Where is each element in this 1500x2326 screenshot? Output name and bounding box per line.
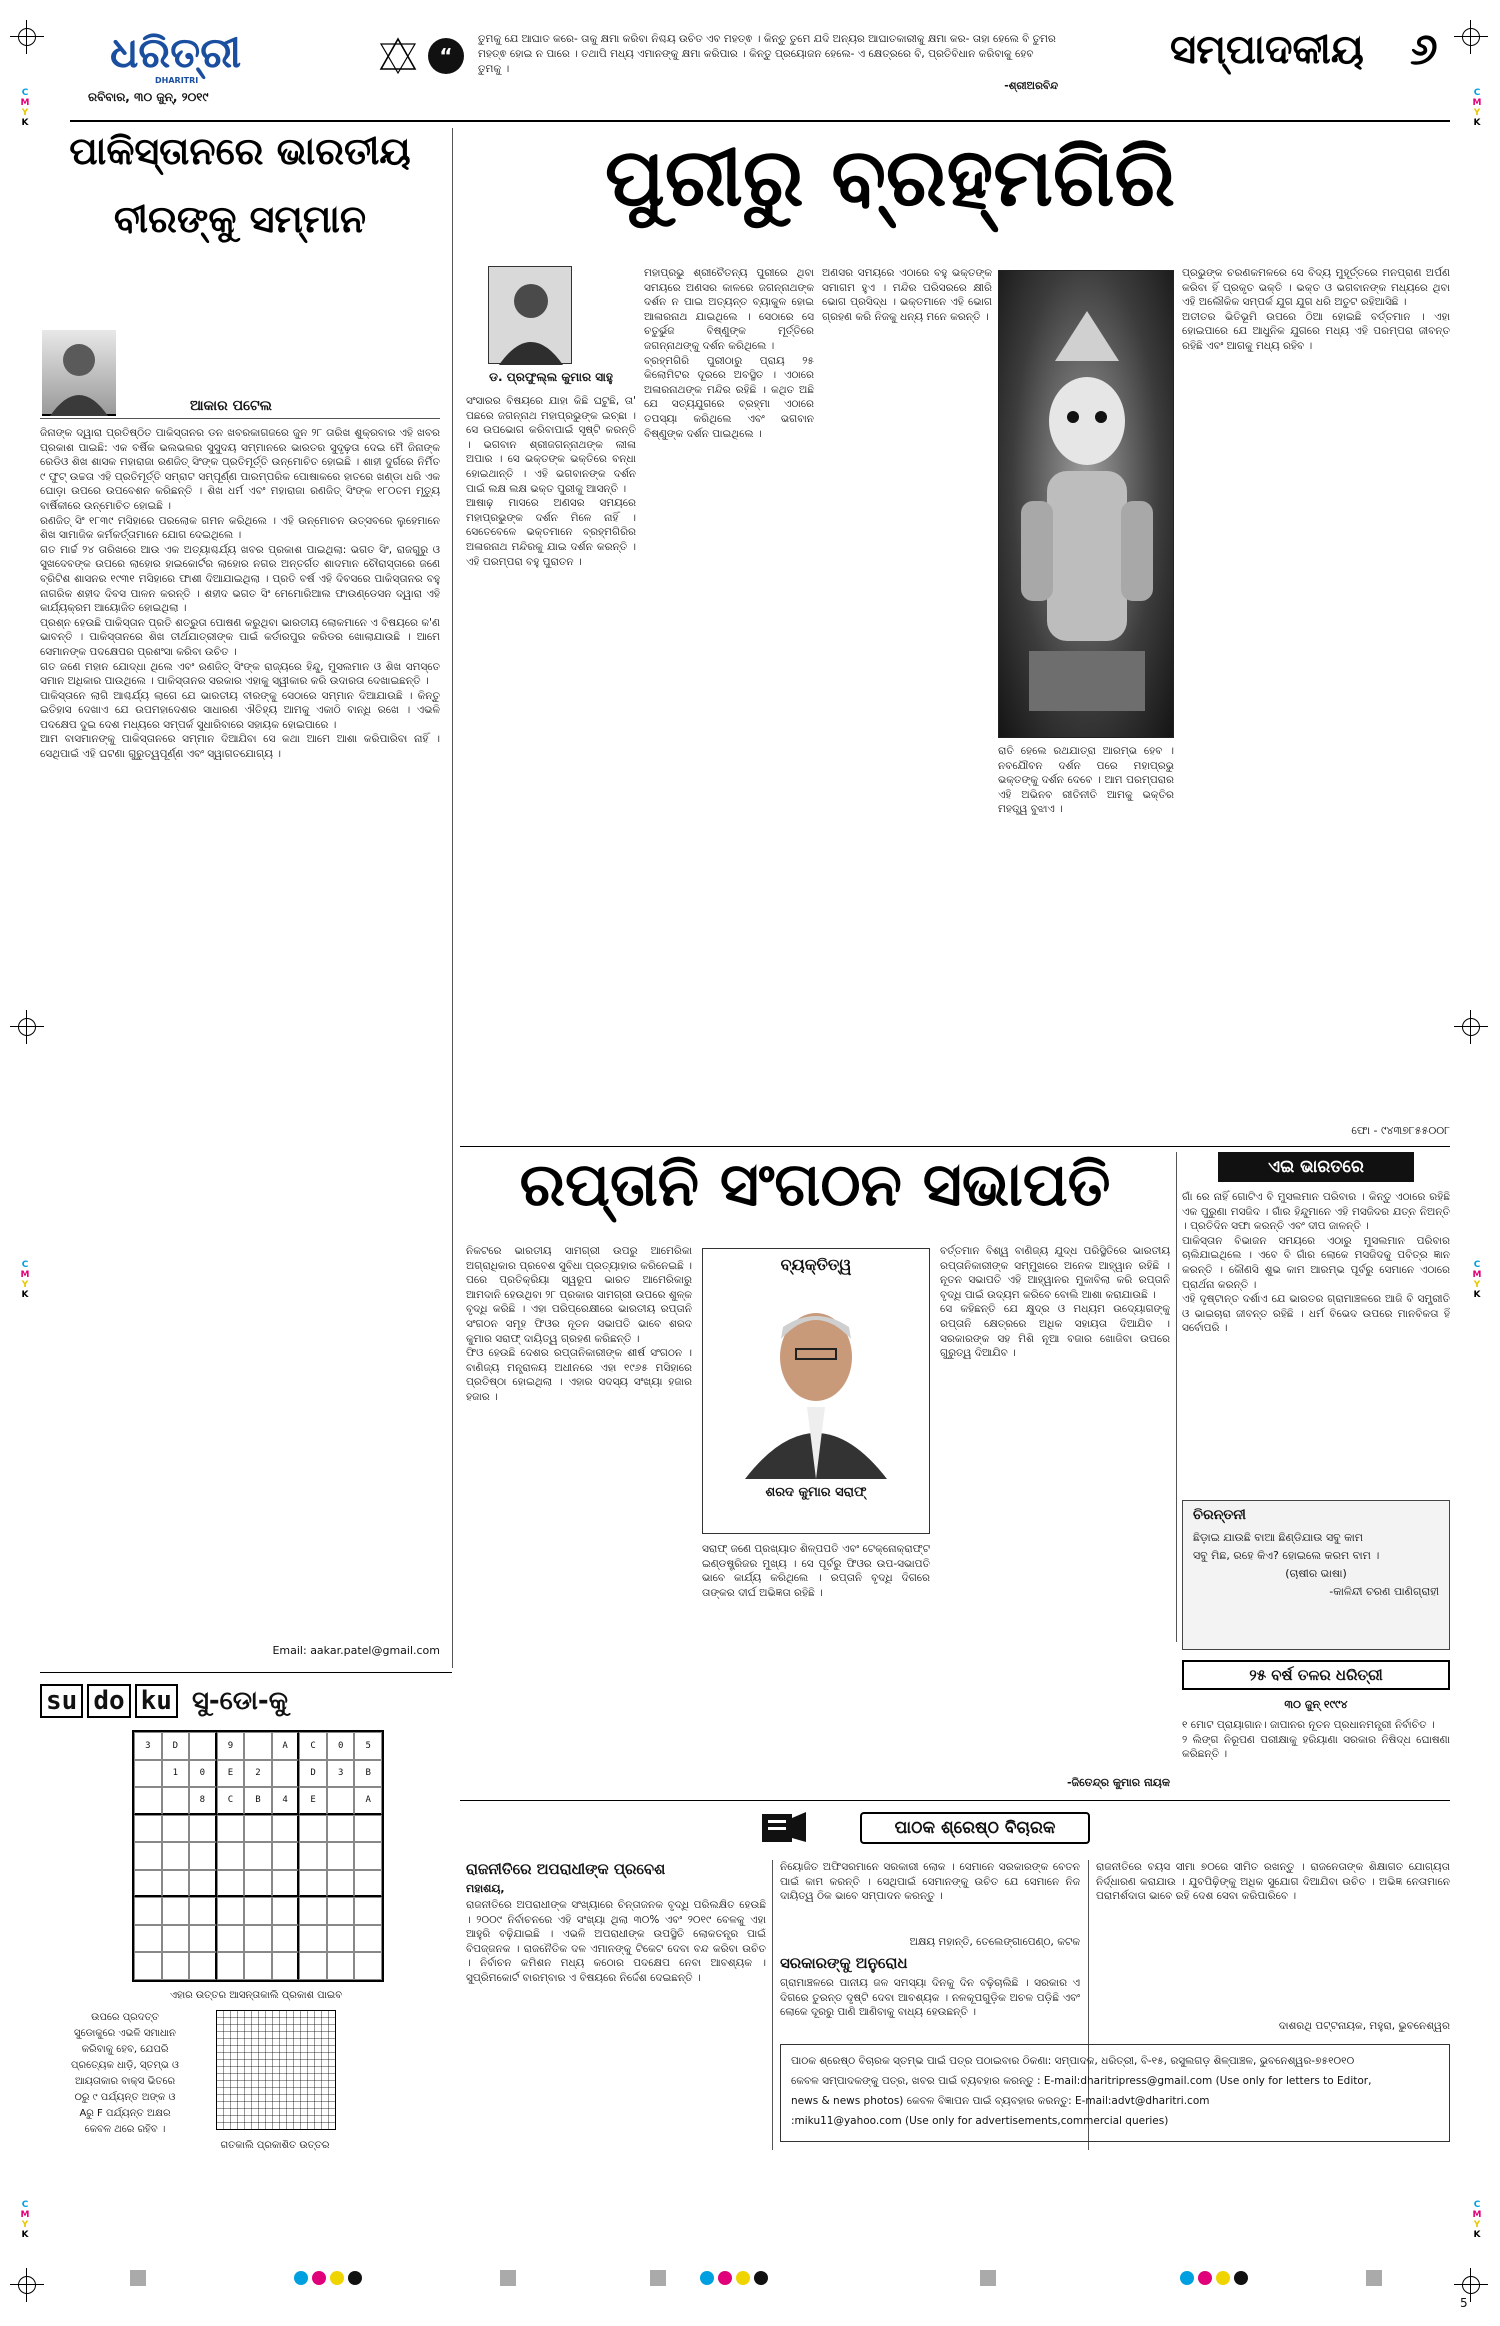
paragraph: ଜିନାଙ୍କ ଦ୍ୱାରା ପ୍ରତିଷ୍ଠିତ ପାକିସ୍ତାନର ଡନ ଖବରକାଗଜରେ ଜୁନ ୨୮ ତାରିଖ ଶୁକ୍ରବାର ଏହି ଖବର ପ୍ରକାଶ ପାଇଛି: ଏକ ବର୍ଷିକ ଭଲଭଲର ସୁସୁଦୟ ସମ୍ମାନରେ ଭାରତର ସୁଦୃଢ଼ତା ଦେଇ ମୈ ଜିନାଙ୍କ ରେଡିଓ ଶିଖ ଶାସକ ମହାରାଜା ରଣଜିତ୍ ସିଂଙ୍କ ପ୍ରତିମୂର୍ତ୍ତି ଉନ୍ମୋଚିତ ହୋଇଛି । ଶାହୀ ଦୁର୍ଗରେ ନିର୍ମିତ ୯ ଫୁଟ୍ ଉଚ୍ଚତା ଏହି ପ୍ରତିମୂର୍ତ୍ତି ସମ୍ରାଟ ସମ୍ପୂର୍ଣ୍ଣ ପାରମ୍ପରିକ ପୋଷାକରେ ହାତରେ ଖଣ୍ଡା ଧରି ଏକ ଘୋଡ଼ା ଉପରେ ଉପବେଶନ କରିଛନ୍ତି । ଶିଖ ଧର୍ମ ଏବଂ ମହାରାଜା ରଣଜିତ୍ ସିଂଙ୍କ ୧୮୦ତମ ମୃତ୍ୟୁ ବାର୍ଷିକୀରେ ଉନ୍ମୋଚିତ ହୋଇଛି ।: [40, 427, 440, 512]
sudoku-cell: [162, 1952, 190, 1980]
chirantani-title: ଚିରନ୍ତନୀ: [1193, 1507, 1246, 1523]
color-swatch: [736, 2271, 750, 2285]
cmyk-mark: C M Y K: [20, 88, 30, 128]
main-article-col-5: [1182, 266, 1450, 826]
years-ago-list: [1182, 1718, 1450, 1794]
chirantani-line: (ଚାଷୀର ଭାଷା): [1285, 1567, 1347, 1580]
cmyk-mark: C M Y K: [20, 1260, 30, 1300]
sudoku-cell: [354, 1842, 382, 1870]
sudoku-cell: [272, 1897, 300, 1925]
paragraph: ସରାଫ୍ ଜଣେ ପ୍ରଖ୍ୟାତ ଶିଳ୍ପପତି ଏବଂ ଟେକ୍ନୋକ୍ରାଫ୍ଟ ଇଣ୍ଡଷ୍ଟ୍ରିଜର ମୁଖ୍ୟ । ସେ ପୂର୍ବରୁ ଫିଓର ଉପ-ସଭାପତି ଭାବେ କାର୍ଯ୍ୟ କରିଥିଲେ । ରପ୍ତାନି ବୃଦ୍ଧି ଦିଗରେ ତାଙ୍କର ଦୀର୍ଘ ଅଭିଜ୍ଞତା ରହିଛି ।: [702, 1543, 930, 1599]
paragraph: ମହାପ୍ରଭୁ ଶ୍ରୀଚୈତନ୍ୟ ପୁରୀରେ ଥିବା ସମୟରେ ଅଣସର କାଳରେ ଜଗନ୍ନାଥଙ୍କ ଦର୍ଶନ ନ ପାଇ ଅତ୍ୟନ୍ତ ବ୍ୟାକୁଳ ହୋଇ ଆଳାରନାଥ ଯାଇଥିଲେ । ସେଠାରେ ସେ ଚତୁର୍ଭୁଜ ବିଷ୍ଣୁଙ୍କ ମୂର୍ତ୍ତିରେ ଜଗନ୍ନାଥଙ୍କୁ ଦର୍ଶନ କରିଥିଲେ ।: [644, 267, 814, 352]
india-column-body: [1182, 1190, 1450, 1490]
main-author-contact: ଫୋ - ୯୪୩୭୮୫୫୦୦୮: [1351, 1124, 1450, 1137]
sudoku-cell: [244, 1925, 272, 1953]
sudoku-cell: [244, 1952, 272, 1980]
letter-body: ରାଜନୀତିରେ ଅପରାଧୀଙ୍କ ସଂଖ୍ୟାରେ ଚିନ୍ତାଜନକ ବୃଦ୍ଧି ପରିଲକ୍ଷିତ ହେଉଛି । ୨୦୦୯ ନିର୍ବାଚନରେ ଏହି ସଂଖ୍ୟା ଥିଲା ୩୦% ଏବଂ ୨୦୧୯ ବେଳକୁ ଏହା ଆହୁରି ବଢ଼ିଯାଇଛି । ଏଭଳି ଅପରାଧୀଙ୍କ ଉପସ୍ଥିତି ଲୋକତନ୍ତ୍ର ପାଇଁ ବିପଜ୍ଜନକ । ରାଜନୈତିକ ଦଳ ଏମାନଙ୍କୁ ଟିକେଟ ଦେବା ବନ୍ଦ କରିବା ଉଚିତ । ନିର୍ବାଚନ କମିଶନ ମଧ୍ୟ କଠୋର ପଦକ୍ଷେପ ନେବା ଆବଶ୍ୟକ । ସୁପ୍ରିମକୋର୍ଟ ବାରମ୍ବାର ଏ ବିଷୟରେ ନିର୍ଦ୍ଦେଶ ଦେଇଛନ୍ତି ।: [466, 1899, 766, 1984]
letter-body: ନିୟୋଜିତ ଅଫିସରମାନେ ସରକାରୀ ଲୋକ । ସେମାନେ ସରକାରଙ୍କ ବେତନ ପାଇଁ କାମ କରନ୍ତି । ସେଥିପାଇଁ ସେମାନଙ୍କୁ ଉଚିତ ଯେ ସେମାନେ ନିଜ ଦାୟିତ୍ୱ ଠିକ ଭାବେ ସମ୍ପାଦନ କରନ୍ତୁ ।: [780, 1861, 1080, 1903]
sudoku-cell: [327, 1842, 355, 1870]
export-byline: -ଜିତେନ୍ଦ୍ର କୁମାର ନାୟକ: [1066, 1776, 1170, 1789]
address-line: କେବଳ ସମ୍ପାଦକଙ୍କୁ ପତ୍ର, ଖବର ପାଇଁ ବ୍ୟବହାର କରନ୍ତୁ : E-mail:dharitripress@gmail.com (Use only for letters to Editor,: [791, 2075, 1372, 2087]
sudoku-cell: [217, 1842, 245, 1870]
sudoku-cell: [134, 1787, 162, 1815]
sudoku-caption: ଏହାର ଉତ୍ତର ଆସନ୍ତାକାଲି ପ୍ରକାଶ ପାଇବ: [169, 1990, 343, 2001]
sudoku-solution-caption: ଗତକାଲି ପ୍ରକାଶିତ ଉତ୍ତର: [220, 2140, 330, 2151]
color-swatch: [1180, 2271, 1194, 2285]
cmyk-mark: C M Y K: [1472, 1260, 1482, 1300]
cmyk-mark: C M Y K: [20, 2200, 30, 2240]
masthead-emblem-icon: [378, 36, 418, 76]
sudoku-cell: [244, 1842, 272, 1870]
sudoku-cell: 0: [189, 1760, 217, 1788]
letter-body: ରାଜନୀତିରେ ବୟସ ସୀମା ୭୦ରେ ସୀମିତ ରଖନ୍ତୁ । ରାଜନେତାଙ୍କ ଶିକ୍ଷାଗତ ଯୋଗ୍ୟତା ନିର୍ଦ୍ଧାରଣ କରାଯାଉ । ଯୁବପିଢ଼ିଙ୍କୁ ଅଧିକ ସୁଯୋଗ ଦିଆଯିବା ଉଚିତ । ଅଭିଜ୍ଞ ନେତାମାନେ ପରାମର୍ଶଦାତା ଭାବେ ରହି ଦେଶ ସେବା କରିପାରିବେ ।: [1096, 1861, 1450, 1903]
sudoku-cell: 1: [162, 1760, 190, 1788]
newspaper-logo: ଧରିତ୍ରୀ: [110, 28, 242, 77]
sudoku-cell: [327, 1952, 355, 1980]
paragraph: ସଂସାରର ବିଷୟରେ ଯାହା କିଛି ଘଟୁଛି, ତା' ପଛରେ ଜଗନ୍ନାଥ ମହାପ୍ରଭୁଙ୍କ ଇଚ୍ଛା । ସେ ଉପଭୋଗ କରିବାପାଇଁ ସୃଷ୍ଟି କରନ୍ତି । ଭଗବାନ ଶ୍ରୀଜଗନ୍ନାଥଙ୍କ ଲୀଳା ଅପାର । ସେ ଭକ୍ତଙ୍କ ଭକ୍ତିରେ ବନ୍ଧା ହୋଇଥାନ୍ତି । ଏହି ଭଗବାନଙ୍କ ଦର୍ଶନ ପାଇଁ ଲକ୍ଷ ଲକ୍ଷ ଭକ୍ତ ପୁରୀକୁ ଆସନ୍ତି ।: [466, 395, 636, 495]
person-photo: [741, 1283, 891, 1479]
main-article-col-3: [822, 266, 992, 1139]
letter-title: ସରକାରଙ୍କୁ ଅନୁରୋଧ: [780, 1954, 908, 1972]
main-author: ଡ. ପ୍ରଫୁଲ୍ଲ କୁମାର ସାହୁ: [489, 370, 613, 384]
newspaper-logo-sub: DHARITRI: [155, 76, 199, 85]
paragraph: ଆମ ବାସମାନଙ୍କୁ ପାକିସ୍ତାନରେ ସମ୍ମାନ ଦିଆଯିବା ସେ କଥା ଆମେ ଆଶା କରିପାରିବା ନାହିଁ । ସେଥିପାଇଁ ଏହି ଘଟଣା ଗୁରୁତ୍ୱପୂର୍ଣ୍ଣ ଏବଂ ସ୍ୱାଗତଯୋଗ୍ୟ ।: [40, 733, 440, 761]
column-rule: [452, 128, 453, 1668]
sudoku-cell: [272, 1815, 300, 1843]
sudoku-cell: [299, 1870, 327, 1898]
sudoku-cell: C: [299, 1732, 327, 1760]
color-swatch: [700, 2271, 714, 2285]
color-swatch: [718, 2271, 732, 2285]
export-article-col-1: [466, 1244, 692, 1788]
sudoku-cell: 0: [327, 1732, 355, 1760]
sudoku-cell: [134, 1842, 162, 1870]
paragraph: ଅତୀତର ଭିତିଭୂମି ଉପରେ ଠିଆ ହୋଇଛି ବର୍ତ୍ତମାନ । ଏହା ହୋଇପାରେ ଯେ ଆଧୁନିକ ଯୁଗରେ ମଧ୍ୟ ଏହି ପରମ୍ପରା ଜୀବନ୍ତ ରହିଛି ଏବଂ ଆଗକୁ ମଧ୍ୟ ରହିବ ।: [1182, 310, 1450, 352]
main-article-col-4: [998, 744, 1174, 1139]
sudoku-cell: [134, 1760, 162, 1788]
sudoku-grid: [132, 1730, 384, 1982]
sudoku-cell: [327, 1815, 355, 1843]
color-swatch: [1198, 2271, 1212, 2285]
paragraph: ଫିଓ ହେଉଛି ଦେଶର ରପ୍ତାନିକାରୀଙ୍କ ଶୀର୍ଷ ସଂଗଠନ । ବାଣିଜ୍ୟ ମନ୍ତ୍ରାଳୟ ଅଧୀନରେ ଏହା ୧୯୬୫ ମସିହାରେ ପ୍ରତିଷ୍ଠା ହୋଇଥିଲା । ଏହାର ସଦସ୍ୟ ସଂଖ୍ୟା ହଜାର ହଜାର ।: [466, 1347, 692, 1403]
sudoku-cell: [217, 1870, 245, 1898]
readers-address-box: [780, 2044, 1450, 2142]
paragraph: ନିକଟରେ ଭାରତୀୟ ସାମଗ୍ରୀ ଉପରୁ ଆମେରିକା ଅଗ୍ରାଧିକାର ପ୍ରବେଶ ସୁବିଧା ପ୍ରତ୍ୟାହାର କରିନେଇଛି । ପରେ ପ୍ରତିକ୍ରିୟା ସ୍ୱରୂପ ଭାରତ ଆମେରିକାରୁ ଆମଦାନି ହେଉଥିବା ୨୮ ପ୍ରକାର ସାମଗ୍ରୀ ଉପରେ ଶୁଳ୍କ ବୃଦ୍ଧି କରିଛି । ଏହା ପରିପ୍ରେକ୍ଷୀରେ ଭାରତୀୟ ରପ୍ତାନି ସଂଗଠନ ସମୂହ ଫିଓର ନୂତନ ସଭାପତି ଭାବେ ଶରଦ କୁମାର ସରାଫ୍ ଦାୟିତ୍ୱ ଗ୍ରହଣ କରିଛନ୍ତି ।: [466, 1245, 692, 1345]
paragraph: ପ୍ରଭୁଙ୍କ ଚରଣକମଳରେ ସେ ବିଦ୍ୟ ମୁହୂର୍ତ୍ତରେ ମନପ୍ରାଣ ଅର୍ପଣ କରିବା ହିଁ ପ୍ରକୃତ ଭକ୍ତି । ଭକ୍ତ ଓ ଭଗବାନଙ୍କ ମଧ୍ୟରେ ଥିବା ଏହି ଅଲୌକିକ ସମ୍ପର୍କ ଯୁଗ ଯୁଗ ଧରି ଅତୁଟ ରହିଆସିଛି ।: [1182, 267, 1450, 309]
chirantani-author: -କାଳିନ୍ଦୀ ଚରଣ ପାଣିଗ୍ରାହୀ: [1329, 1585, 1439, 1598]
crop-mark: [10, 2268, 44, 2302]
color-bar-gray: [980, 2270, 996, 2286]
masthead-quote: ତୁମକୁ ଯେ ଆଘାତ କରେ- ତାକୁ କ୍ଷମା କରିବା ନିଶ୍ଚୟ ଉଚିତ ଏବ ମହତ୍ଵ । କିନ୍ତୁ ତୁମେ ଯଦି ଅନ୍ୟର ଆଘାତକାରୀକୁ କ୍ଷମା କର- ତାହା ହେଲେ ବି ତୁମର ମହତ୍ଵ ହୋଇ ନ ପାରେ । ତଥାପି ମଧ୍ୟ ଏମାନଙ୍କୁ କ୍ଷମା କରିପାର । କିନ୍ତୁ ପ୍ରୟୋଜନ ହେଲେ- ଏ କ୍ଷେତ୍ରରେ ବି, ପ୍ରତିବିଧାନ କରିବାକୁ ହେବ ତୁମକୁ ।: [478, 33, 1056, 75]
sudoku-cell: 5: [354, 1732, 382, 1760]
sudoku-cell: [272, 1760, 300, 1788]
sudoku-cell: [327, 1925, 355, 1953]
author-photo: [42, 330, 116, 416]
color-swatch: [1234, 2271, 1248, 2285]
sudoku-cell: [217, 1897, 245, 1925]
main-article-col-1: [466, 394, 636, 1139]
column-rule: [1176, 1152, 1177, 1642]
color-bar-gray: [130, 2270, 146, 2286]
sudoku-cell: [134, 1925, 162, 1953]
sudoku-title-odia: ସୁ-ଡୋ-କୁ: [191, 1685, 288, 1716]
sudoku-cell: [189, 1952, 217, 1980]
sudoku-top-rule: [40, 1672, 452, 1673]
person-caption: ଶରଦ କୁମାର ସରାଫ୍: [765, 1485, 867, 1500]
sudoku-cell: [189, 1815, 217, 1843]
paragraph: ପ୍ରଶ୍ନ ହେଉଛି ପାକିସ୍ତାନ ପ୍ରତି ଶତ୍ରୁତା ପୋଷଣ କରୁଥିବା ଭାରତୀୟ ଲୋକମାନେ ଏ ବିଷୟରେ କ'ଣ ଭାବନ୍ତି । ପାକିସ୍ତାନରେ ଶିଖ ତୀର୍ଥଯାତ୍ରୀଙ୍କ ପାଇଁ କର୍ତାରପୁର କରିଡର ଖୋଲାଯାଉଛି । ଆମେ ସେମାନଙ୍କ ପଦକ୍ଷେପର ପ୍ରଶଂସା କରିବା ଉଚିତ ।: [40, 616, 440, 658]
color-swatch: [330, 2271, 344, 2285]
sudoku-cell: [327, 1870, 355, 1898]
sudoku-cell: 8: [189, 1787, 217, 1815]
sudoku-cell: 4: [272, 1787, 300, 1815]
sudoku-cell: [217, 1925, 245, 1953]
sudoku-cell: B: [354, 1760, 382, 1788]
sudoku-cell: B: [244, 1787, 272, 1815]
sudoku-cell: [162, 1842, 190, 1870]
address-line: :miku11@yahoo.com (Use only for advertisements,commercial queries): [791, 2115, 1169, 2127]
crop-mark: [1454, 1010, 1488, 1044]
sudoku-cell: [162, 1815, 190, 1843]
sudoku-title-part: su: [40, 1684, 83, 1718]
sudoku-cell: 9: [217, 1732, 245, 1760]
sudoku-cell: [244, 1732, 272, 1760]
chirantani-line: ଛିଡ଼ାଇ ଯାଉଛି ବାଆ ଛିଣ୍ଡିଯାଉ ସବୁ କାମ: [1193, 1531, 1363, 1544]
sudoku-cell: [217, 1815, 245, 1843]
sudoku-cell: [134, 1815, 162, 1843]
readers-header: ପାଠକ ଶ୍ରେଷ୍ଠ ବିଚାରକ: [860, 1812, 1090, 1844]
sudoku-cell: [162, 1787, 190, 1815]
sudoku-cell: [244, 1897, 272, 1925]
main-author-photo: [488, 266, 572, 364]
sudoku-cell: A: [272, 1732, 300, 1760]
sudoku-cell: [162, 1925, 190, 1953]
color-swatch: [754, 2271, 768, 2285]
readers-top-rule: [460, 1800, 1450, 1801]
address-line: ପାଠକ ଶ୍ରେଷ୍ଠ ବିଚାରକ ସ୍ତମ୍ଭ ପାଇଁ ପତ୍ର ପଠାଇବାର ଠିକଣା: ସମ୍ପାଦକ, ଧରିତ୍ରୀ, ବି-୧୫, ରସୁଲଗଡ଼ ଶିଳ୍ପାଞ୍ଚଳ, ଭୁବନେଶ୍ୱର-୭୫୧୦୧୦: [791, 2055, 1355, 2067]
sudoku-cell: 3: [327, 1760, 355, 1788]
sudoku-cell: E: [217, 1760, 245, 1788]
years-ago-date: ୩୦ ଜୁନ୍ ୧୯୯୪: [1284, 1698, 1348, 1711]
sudoku-cell: [272, 1870, 300, 1898]
color-bar-gray: [500, 2270, 516, 2286]
sudoku-cell: C: [217, 1787, 245, 1815]
left-headline-2: ବୀରଙ୍କୁ ସମ୍ମାନ: [113, 196, 367, 241]
list-item: ୨ ଲିଙ୍ଗ ନିରୂପଣ ପରୀକ୍ଷାକୁ ହରିୟାଣା ସରକାର ନିଷିଦ୍ଧ ଘୋଷଣା କରିଛନ୍ତି ।: [1182, 1733, 1450, 1761]
sudoku-solution-grid: [216, 2010, 336, 2130]
sudoku-cell: [354, 1815, 382, 1843]
masthead: [60, 22, 1460, 122]
cmyk-mark: C M Y K: [1472, 2200, 1482, 2240]
paragraph: ପାକିସ୍ତାନେ ଲାଗି ଆଶ୍ଚର୍ଯ୍ୟ ଲାଗେ ଯେ ଭାରତୀୟ ବୀରଙ୍କୁ ସେଠାରେ ସମ୍ମାନ ଦିଆଯାଉଛି । କିନ୍ତୁ ଇତିହାସ ଦେଖାଏ ଯେ ଉପମହାଦେଶର ସାଧାରଣ ଐତିହ୍ୟ ଆମକୁ ଏକାଠି ବାନ୍ଧି ରଖେ । ଏଭଳି ପଦକ୍ଷେପ ଦୁଇ ଦେଶ ମଧ୍ୟରେ ସମ୍ପର୍କ ସୁଧାରିବାରେ ସହାୟକ ହୋଇପାରେ ।: [40, 689, 440, 731]
export-article-col-3: [940, 1244, 1170, 1770]
issue-date: ରବିବାର, ୩୦ ଜୁନ୍, ୨୦୧୯: [88, 90, 209, 104]
readers-icon: [760, 1808, 808, 1848]
india-column-header: ଏଇ ଭାରତରେ: [1218, 1152, 1414, 1182]
color-swatch: [348, 2271, 362, 2285]
paragraph: ଆଷାଢ଼ ମାସରେ ଅଣସର ସମୟରେ ମହାପ୍ରଭୁଙ୍କ ଦର୍ଶନ ମିଳେ ନାହିଁ । ସେତେବେଳେ ଭକ୍ତମାନେ ବ୍ରହ୍ମଗିରିର ଅଳାରନାଥ ମନ୍ଦିରକୁ ଯାଇ ଦର୍ଶନ କରନ୍ତି । ଏହି ପରମ୍ପରା ବହୁ ପୁରାତନ ।: [466, 497, 636, 568]
personality-box-title: ବ୍ୟକ୍ତିତ୍ୱ: [780, 1255, 852, 1274]
sudoku-cell: [162, 1897, 190, 1925]
cmyk-mark: C M Y K: [1472, 88, 1482, 128]
left-article-body: [40, 426, 440, 1638]
sudoku-cell: 3: [134, 1732, 162, 1760]
main-article-col-2: [644, 266, 814, 1139]
page-number: ୬: [1410, 24, 1438, 75]
sudoku-cell: [189, 1870, 217, 1898]
sudoku-rules: ଉପରେ ପ୍ରଦତ୍ତ ସୁଡୋକୁରେ ଏଭଳି ସମାଧାନ କରିବାକୁ ହେବ, ଯେପରି ପ୍ରତ୍ୟେକ ଧାଡ଼ି, ସ୍ତମ୍ଭ ଓ ଆୟତାକାର ବାକ୍ସ ଭିତରେ ୦ରୁ ୯ ପର୍ଯ୍ୟନ୍ତ ଅଙ୍କ ଓ Aରୁ F ପର୍ଯ୍ୟନ୍ତ ଅକ୍ଷର କେବଳ ଥରେ ରହିବ ।: [71, 2012, 179, 2135]
masthead-rule: [70, 120, 1450, 122]
letter-signature: ଦାଶରଥି ପଟ୍ଟନାୟକ, ମହୁରା, ଭୁବନେଶ୍ୱର: [1278, 2020, 1450, 2032]
sudoku-cell: [134, 1897, 162, 1925]
sudoku-cell: [327, 1787, 355, 1815]
paragraph: ଅଣସର ସମୟରେ ଏଠାରେ ବହୁ ଭକ୍ତଙ୍କ ସମାଗମ ହୁଏ । ମନ୍ଦିର ପରିସରରେ କ୍ଷୀରି ଭୋଗ ପ୍ରସିଦ୍ଧ । ଭକ୍ତମାନେ ଏହି ଭୋଗ ଗ୍ରହଣ କରି ନିଜକୁ ଧନ୍ୟ ମନେ କରନ୍ତି ।: [822, 267, 992, 323]
paragraph: ସେ କହିଛନ୍ତି ଯେ କ୍ଷୁଦ୍ର ଓ ମଧ୍ୟମ ଉଦ୍ୟୋଗଙ୍କୁ ରପ୍ତାନି କ୍ଷେତ୍ରରେ ଅଧିକ ସହାୟତା ଦିଆଯିବ । ସରକାରଙ୍କ ସହ ମିଶି ନୂଆ ବଜାର ଖୋଜିବା ଉପରେ ଗୁରୁତ୍ୱ ଦିଆଯିବ ।: [940, 1303, 1170, 1360]
left-author-email: Email: aakar.patel@gmail.com: [272, 1644, 440, 1657]
color-swatch: [1216, 2271, 1230, 2285]
sudoku-cell: [244, 1815, 272, 1843]
sudoku-title-part: ku: [135, 1684, 178, 1718]
sudoku-cell: [272, 1925, 300, 1953]
masthead-quote-icon: “: [428, 38, 464, 74]
chirantani-line: ସବୁ ମିଛ, ରହେ କିଏ? ହୋଇଲେ କରମ ବାମ ।: [1193, 1549, 1380, 1562]
sudoku-cell: [189, 1732, 217, 1760]
letter-salutation: ମହାଶୟ,: [466, 1882, 505, 1895]
sudoku-cell: [299, 1925, 327, 1953]
sudoku-cell: [299, 1897, 327, 1925]
crop-mark: [10, 20, 44, 54]
sudoku-cell: [134, 1952, 162, 1980]
sudoku-cell: [162, 1870, 190, 1898]
main-headline: ପୁରୀରୁ ବ୍ରହ୍ମଗିରି: [604, 130, 1176, 224]
sudoku-cell: [272, 1842, 300, 1870]
sudoku-cell: A: [354, 1787, 382, 1815]
letter-signature: ଅକ୍ଷୟ ମହାନ୍ତି, ତେଲେଙ୍ଗାପେଣ୍ଠ, କଟକ: [909, 1936, 1080, 1948]
paragraph: ଏହି ଦୃଷ୍ଟାନ୍ତ ଦର୍ଶାଏ ଯେ ଭାରତର ଗ୍ରାମାଞ୍ଚଳରେ ଆଜି ବି ସମ୍ପ୍ରୀତି ଓ ଭାଇଚାରା ଜୀବନ୍ତ ରହିଛି । ଧର୍ମ ବିଭେଦ ଉପରେ ମାନବିକତା ହିଁ ସର୍ବୋପରି ।: [1182, 1293, 1450, 1335]
personality-box: [702, 1248, 930, 1534]
sudoku-cell: 2: [244, 1760, 272, 1788]
export-headline: ରପ୍ତାନି ସଂଗଠନ ସଭାପତି: [519, 1150, 1111, 1220]
sudoku-cell: [189, 1925, 217, 1953]
paragraph: ପାକିସ୍ତାନ ବିଭାଜନ ସମୟରେ ଏଠାରୁ ମୁସଲମାନ ପରିବାର ଚାଲିଯାଇଥିଲେ । ଏବେ ବି ଗାଁର ଲୋକେ ମସଜିଦକୁ ପବିତ୍ର ଜ୍ଞାନ କରନ୍ତି । କୌଣସି ଶୁଭ କାମ ଆରମ୍ଭ ପୂର୍ବରୁ ସେମାନେ ଏଠାରେ ପ୍ରାର୍ଥନା କରନ୍ତି ।: [1182, 1234, 1450, 1291]
sudoku-cell: [134, 1870, 162, 1898]
sudoku-cell: [272, 1952, 300, 1980]
sudoku-cell: [244, 1870, 272, 1898]
left-author: ଆକାର ପଟେଲ: [190, 398, 272, 414]
sudoku-cell: [354, 1870, 382, 1898]
sudoku-cell: D: [299, 1760, 327, 1788]
main-article-bottom-rule: [460, 1146, 1450, 1147]
address-line: news & news photos) କେବଳ ବିଜ୍ଞାପନ ପାଇଁ ବ୍ୟବହାର କରନ୍ତୁ: E-mail:advt@dharitri.com: [791, 2095, 1210, 2107]
footer-page-number: 5: [1460, 2296, 1468, 2310]
sudoku-cell: [354, 1897, 382, 1925]
color-swatch: [294, 2271, 308, 2285]
paragraph: ରଣଜିତ୍ ସିଂ ୧୮୩୯ ମସିହାରେ ପରଲୋକ ଗମନ କରିଥିଲେ । ଏହି ଉନ୍ମୋଚନ ଉତ୍ସବରେ ଲୁହେମାନେ ଶିଖ ସାମାଜିକ କର୍ମକର୍ତ୍ତାମାନେ ଯୋଗ ଦେଇଥିଲେ ।: [40, 514, 440, 542]
paragraph: ବ୍ରହ୍ମଗିରି ପୁରୀଠାରୁ ପ୍ରାୟ ୨୫ କିଲୋମିଟର ଦୂରରେ ଅବସ୍ଥିତ । ଏଠାରେ ଅଳାରନାଥଙ୍କ ମନ୍ଦିର ରହିଛି । କଥିତ ଅଛି ଯେ ସତ୍ୟଯୁଗରେ ବ୍ରହ୍ମା ଏଠାରେ ତପସ୍ୟା କରିଥିଲେ ଏବଂ ଭଗବାନ ବିଷ୍ଣୁଙ୍କ ଦର୍ଶନ ପାଇଥିଲେ ।: [644, 354, 814, 440]
sudoku-cell: E: [299, 1787, 327, 1815]
deity-image: [998, 270, 1174, 738]
crop-mark: [10, 1010, 44, 1044]
chirantani-box: [1182, 1500, 1450, 1650]
paragraph: ଗତ ଜଣେ ମହାନ ଯୋଦ୍ଧା ଥିଲେ ଏବଂ ରଣଜିତ୍ ସିଂଙ୍କ ରାଜ୍ୟରେ ହିନ୍ଦୁ, ମୁସଲମାନ ଓ ଶିଖ ସମସ୍ତେ ସମାନ ଅଧିକାର ପାଉଥିଲେ । ପାକିସ୍ତାନର ସରକାର ଏହାକୁ ସ୍ୱୀକାର କରି ଉଦାରତା ଦେଖାଇଛନ୍ତି ।: [40, 660, 440, 688]
paragraph: ବର୍ତ୍ତମାନ ବିଶ୍ୱ ବାଣିଜ୍ୟ ଯୁଦ୍ଧ ପରିସ୍ଥିତିରେ ଭାରତୀୟ ରପ୍ତାନିକାରୀଙ୍କ ସମ୍ମୁଖରେ ଅନେକ ଆହ୍ୱାନ ରହିଛି । ନୂତନ ସଭାପତି ଏହି ଆହ୍ୱାନର ମୁକାବିଲା କରି ରପ୍ତାନି ବୃଦ୍ଧି ପାଇଁ ଉଦ୍ୟମ କରିବେ ବୋଲି ଆଶା କରାଯାଉଛି ।: [940, 1245, 1170, 1301]
column-rule: [772, 1860, 773, 2150]
sudoku-cell: [299, 1815, 327, 1843]
sudoku-cell: [189, 1842, 217, 1870]
paragraph: ରାତି ହେଲେ ରଥଯାତ୍ରା ଆରମ୍ଭ ହେବ । ନବଯୌବନ ଦର୍ଶନ ପରେ ମହାପ୍ରଭୁ ଭକ୍ତଙ୍କୁ ଦର୍ଶନ ଦେବେ । ଆମ ପରମ୍ପରାର ଏହି ଅଭିନବ ରୀତିନୀତି ଆମକୁ ଭକ୍ତିର ମହତ୍ତ୍ୱ ବୁଝାଏ ।: [998, 745, 1174, 816]
left-author-rule: [40, 418, 440, 419]
sudoku-title-part: do: [87, 1684, 130, 1718]
left-headline-1: ପାକିସ୍ତାନରେ ଭାରତୀୟ: [69, 128, 411, 173]
list-item: ୧ ମୋଟ ପ୍ରାୟାଗାନ। ଜାପାନର ନୂତନ ପ୍ରଧାନମନ୍ତ୍ରୀ ନିର୍ବାଚିତ ।: [1182, 1719, 1435, 1731]
sudoku-cell: [327, 1897, 355, 1925]
color-bar-gray: [650, 2270, 666, 2286]
sudoku-cell: [354, 1952, 382, 1980]
sudoku-cell: [217, 1952, 245, 1980]
sudoku-cell: [354, 1925, 382, 1953]
sudoku-cell: D: [162, 1732, 190, 1760]
sudoku-title: [40, 1684, 288, 1718]
sudoku-cell: [189, 1897, 217, 1925]
sudoku-cell: [299, 1842, 327, 1870]
paragraph: ଗତ ମାର୍ଚ୍ଚ ୨୪ ତାରିଖରେ ଆଉ ଏକ ଅତ୍ୟାଶ୍ଚର୍ଯ୍ୟ ଖବର ପ୍ରକାଶ ପାଇଥିଲା: ଭଗତ ସିଂ, ରାଜଗୁରୁ ଓ ସୁଖଦେବଙ୍କ ଉପରେ ଲାହୋର ହାଇକୋର୍ଟର ଲାହୋର ନଗର ଅନ୍ତର୍ଗତ ଶାଦମାନ ଚୌରାସ୍ତାରେ ଜଣେ ବ୍ରିଟିଶ ଶାସନର ୧୯୩୧ ମସିହାରେ ଫାଶୀ ଦିଆଯାଇଥିଲା । ପ୍ରତି ବର୍ଷ ଏହି ଦିବସରେ ପାକିସ୍ତାନର ବହୁ ନାଗରିକ ଶହୀଦ ଦିବସ ପାଳନ କରନ୍ତି । ଶହୀଦ ଭଗତ ସିଂ ମେମୋରିଆଲ ଫାଉଣ୍ଡେସନ ଦ୍ୱାରା ଏହି କାର୍ଯ୍ୟକ୍ରମ ଆୟୋଜିତ ହୋଇଥିଲା ।: [40, 543, 440, 615]
masthead-quote-author: -ଶ୍ରୀଅରବିନ୍ଦ: [1004, 80, 1058, 92]
color-swatch: [312, 2271, 326, 2285]
years-ago-title: ୨୫ ବର୍ଷ ତଳର ଧରିତ୍ରୀ: [1182, 1660, 1450, 1690]
export-article-col-2: [702, 1542, 930, 1788]
section-title: ସମ୍ପାଦକୀୟ: [1170, 26, 1364, 73]
color-bar-gray: [1366, 2270, 1382, 2286]
sudoku-cell: [299, 1952, 327, 1980]
paragraph: ଗାଁ ରେ ନାହିଁ ଗୋଟିଏ ବି ମୁସଲମାନ ପରିବାର । କିନ୍ତୁ ଏଠାରେ ରହିଛି ଏକ ପୁରୁଣା ମସଜିଦ । ଗାଁର ହିନ୍ଦୁମାନେ ଏହି ମସଜିଦର ଯତ୍ନ ନିଅନ୍ତି । ପ୍ରତିଦିନ ସଫା କରନ୍ତି ଏବଂ ଦୀପ ଜାଳନ୍ତି ।: [1182, 1191, 1450, 1233]
letter-body: ଗ୍ରାମାଞ୍ଚଳରେ ପାନୀୟ ଜଳ ସମସ୍ୟା ଦିନକୁ ଦିନ ବଢ଼ିଚାଲିଛି । ସରକାର ଏ ଦିଗରେ ତୁରନ୍ତ ଦୃଷ୍ଟି ଦେବା ଆବଶ୍ୟକ । ନଳକୂପଗୁଡ଼ିକ ଅଚଳ ପଡ଼ିଛି ଏବଂ ଲୋକେ ଦୂରରୁ ପାଣି ଆଣିବାକୁ ବାଧ୍ୟ ହେଉଛନ୍ତି ।: [780, 1977, 1080, 2019]
letter-title: ରାଜନୀତିରେ ଅପରାଧୀଙ୍କ ପ୍ରବେଶ: [466, 1860, 666, 1878]
